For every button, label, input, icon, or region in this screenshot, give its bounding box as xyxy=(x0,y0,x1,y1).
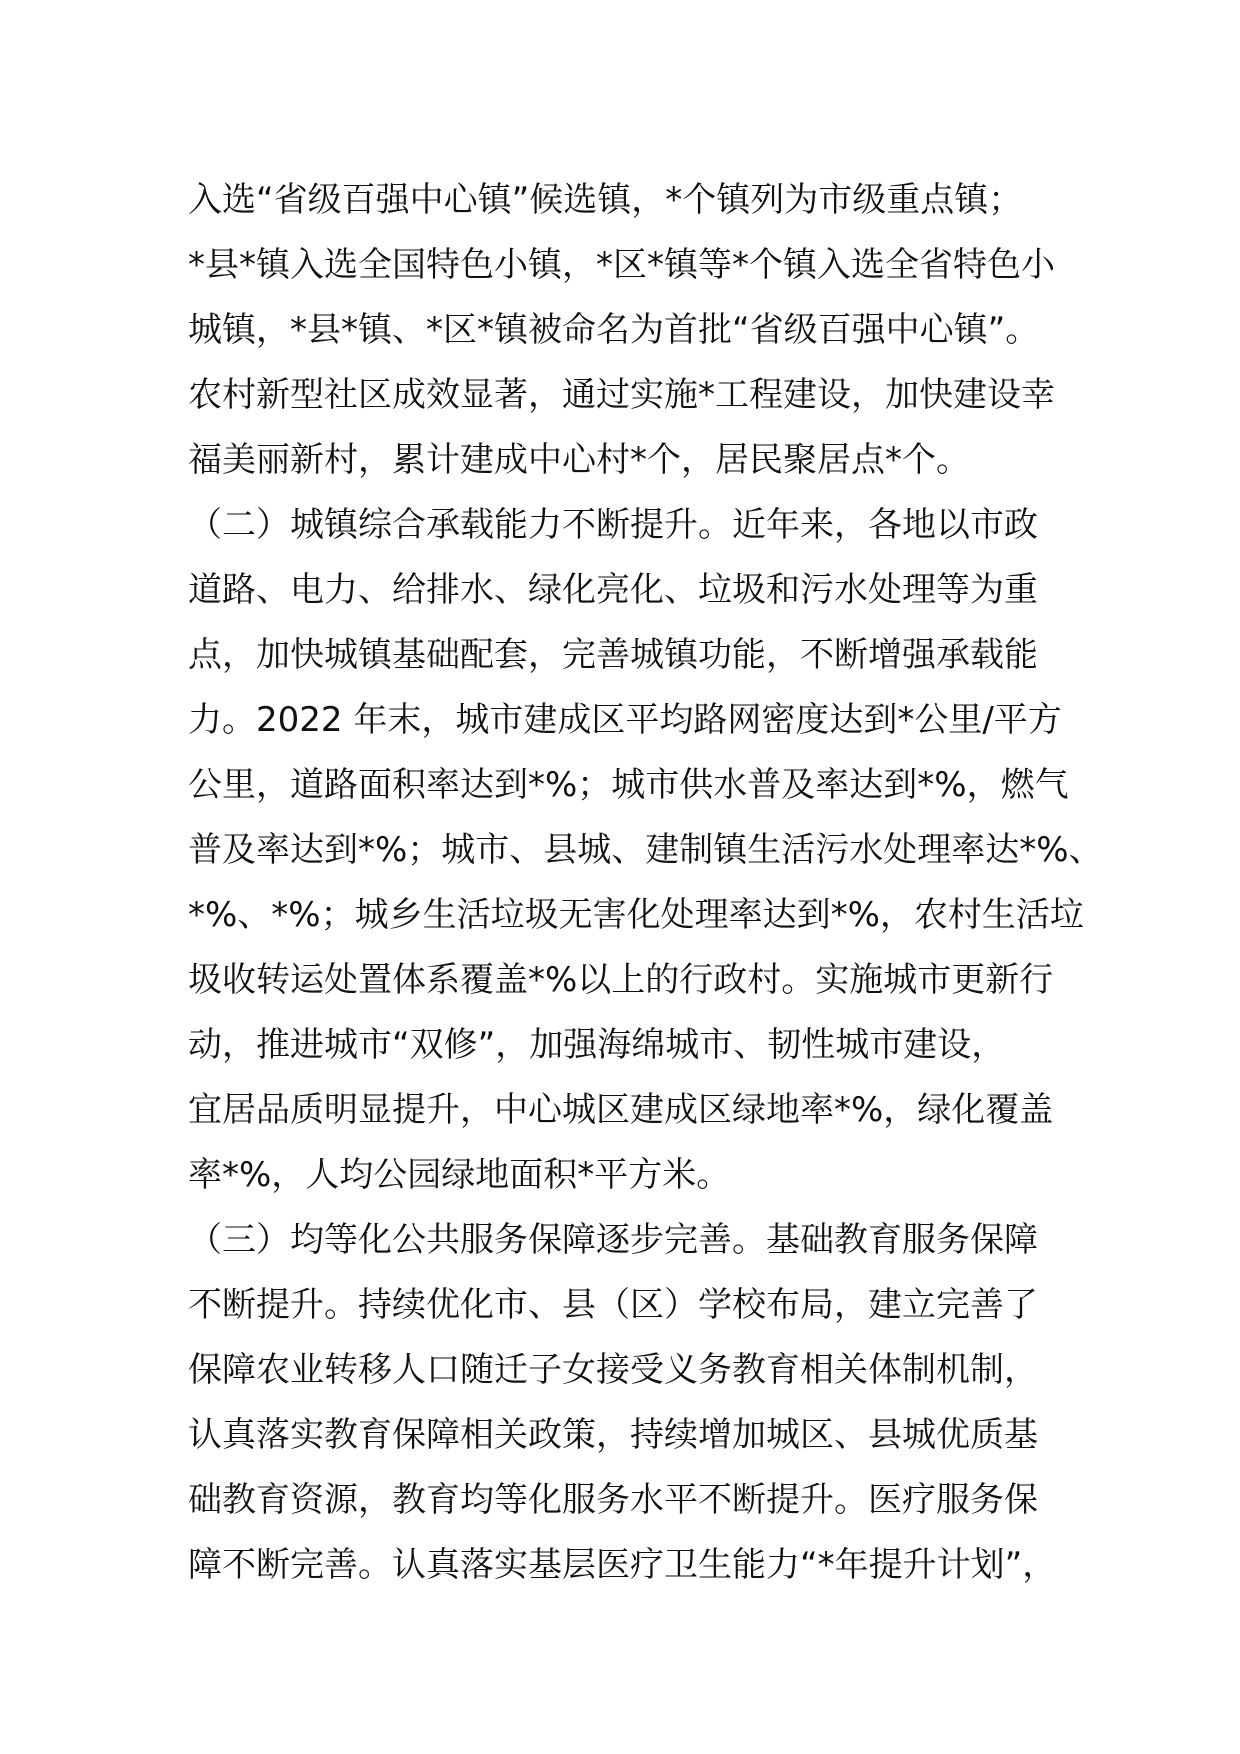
text-line: 道路、电力、给排水、绿化亮化、垃圾和污水处理等为重 xyxy=(188,570,1038,610)
text-line: 宜居品质明显提升，中心城区建成区绿地率*%，绿化覆盖 xyxy=(188,1090,1054,1130)
text-line: 圾收转运处置体系覆盖*%以上的行政村。实施城市更新行 xyxy=(188,960,1054,1000)
text-line: 保障农业转移人口随迁子女接受义务教育相关体制机制， xyxy=(188,1350,1038,1390)
text-line: 农村新型社区成效显著，通过实施*工程建设，加快建设幸 xyxy=(188,375,1055,415)
text-line: 动，推进城市“双修”，加强海绵城市、韧性城市建设， xyxy=(188,1025,1006,1065)
section-heading-line: （二）城镇综合承载能力不断提升。近年来，各地以市政 xyxy=(188,505,1038,545)
text-line: 础教育资源，教育均等化服务水平不断提升。医疗服务保 xyxy=(188,1480,1038,1520)
text-line: 普及率达到*%；城市、县城、建制镇生活污水处理率达*%、 xyxy=(188,830,1103,870)
text-line: 率*%，人均公园绿地面积*平方米。 xyxy=(188,1155,731,1195)
text-line: *%、*%；城乡生活垃圾无害化处理率达到*%，农村生活垃 xyxy=(188,895,1084,935)
text-line: *县*镇入选全国特色小镇，*区*镇等*个镇入选全省特色小 xyxy=(188,245,1055,285)
body-text xyxy=(188,168,1103,1598)
section-heading-line: （三）均等化公共服务保障逐步完善。基础教育服务保障 xyxy=(188,1220,1038,1260)
text-line: 力。2022 年末，城市建成区平均路网密度达到*公里/平方 xyxy=(188,700,1062,740)
text-line: 点，加快城镇基础配套，完善城镇功能，不断增强承载能 xyxy=(188,635,1038,675)
text-line: 入选“省级百强中心镇”候选镇，*个镇列为市级重点镇； xyxy=(188,180,1023,220)
text-line: 城镇，*县*镇、*区*镇被命名为首批“省级百强中心镇”。 xyxy=(188,310,1040,350)
text-line: 障不断完善。认真落实基层医疗卫生能力“*年提升计划”， xyxy=(188,1545,1057,1585)
text-line: 认真落实教育保障相关政策，持续增加城区、县城优质基 xyxy=(188,1415,1038,1455)
text-line: 福美丽新村，累计建成中心村*个，居民聚居点*个。 xyxy=(188,440,970,480)
text-line: 不断提升。持续优化市、县（区）学校布局，建立完善了 xyxy=(188,1285,1038,1325)
text-line: 公里，道路面积率达到*%；城市供水普及率达到*%，燃气 xyxy=(188,765,1069,805)
